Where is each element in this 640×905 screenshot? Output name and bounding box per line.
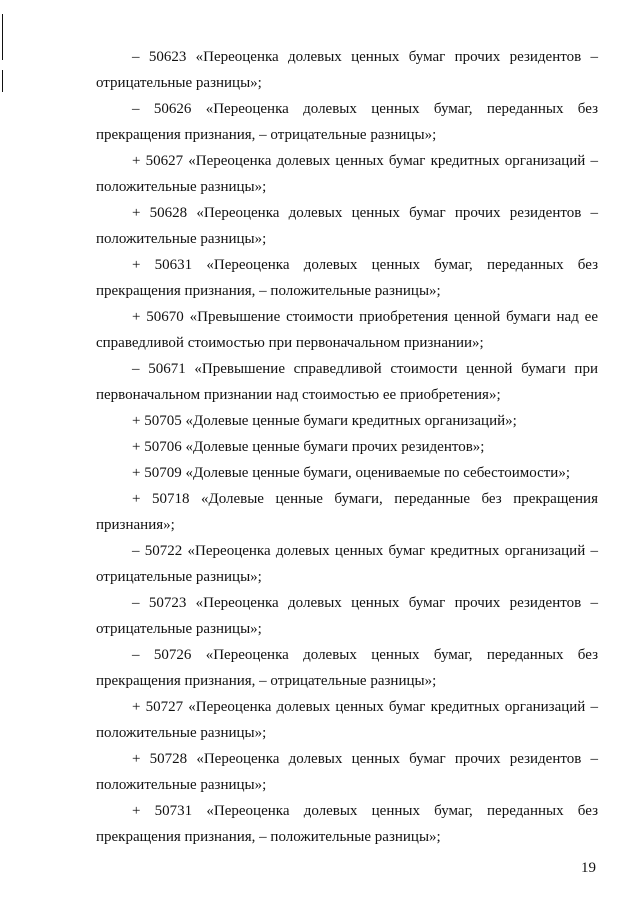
account-line: – 50726 «Переоценка долевых ценных бумаг, переданных без прекращения признания, – отрицательные разницы»; (96, 647, 598, 689)
account-line: – 50723 «Переоценка долевых ценных бумаг прочих резидентов – отрицательные разницы»; (96, 595, 598, 637)
account-line: + 50728 «Переоценка долевых ценных бумаг прочих резидентов – положительные разницы»; (96, 751, 598, 793)
account-line: + 50727 «Переоценка долевых ценных бумаг кредитных организаций – положительные разницы»; (96, 699, 598, 741)
document-body (96, 44, 598, 850)
margin-mark (2, 70, 3, 92)
account-line: + 50670 «Превышение стоимости приобретения ценной бумаги над ее справедливой стоимостью при первоначальном признании»; (96, 309, 598, 351)
account-line: – 50626 «Переоценка долевых ценных бумаг, переданных без прекращения признания, – отрицательные разницы»; (96, 101, 598, 143)
account-line: + 50627 «Переоценка долевых ценных бумаг кредитных организаций – положительные разницы»; (96, 153, 598, 195)
account-line: + 50631 «Переоценка долевых ценных бумаг, переданных без прекращения признания, – положительные разницы»; (96, 257, 598, 299)
account-line: – 50722 «Переоценка долевых ценных бумаг кредитных организаций – отрицательные разницы»; (96, 543, 598, 585)
account-line: + 50705 «Долевые ценные бумаги кредитных организаций»; (132, 413, 517, 429)
account-line: + 50628 «Переоценка долевых ценных бумаг прочих резидентов – положительные разницы»; (96, 205, 598, 247)
account-line: – 50623 «Переоценка долевых ценных бумаг прочих резидентов – отрицательные разницы»; (96, 49, 598, 91)
account-line: + 50706 «Долевые ценные бумаги прочих резидентов»; (132, 439, 485, 455)
page-number: 19 (581, 860, 596, 876)
account-line: + 50709 «Долевые ценные бумаги, оцениваемые по себестоимости»; (132, 465, 570, 481)
account-line: + 50731 «Переоценка долевых ценных бумаг, переданных без прекращения признания, – положительные разницы»; (96, 803, 598, 845)
margin-mark (2, 14, 3, 60)
account-line: – 50671 «Превышение справедливой стоимости ценной бумаги при первоначальном признании над стоимостью ее приобретения»; (96, 361, 598, 403)
account-line: + 50718 «Долевые ценные бумаги, переданные без прекращения признания»; (96, 491, 598, 533)
